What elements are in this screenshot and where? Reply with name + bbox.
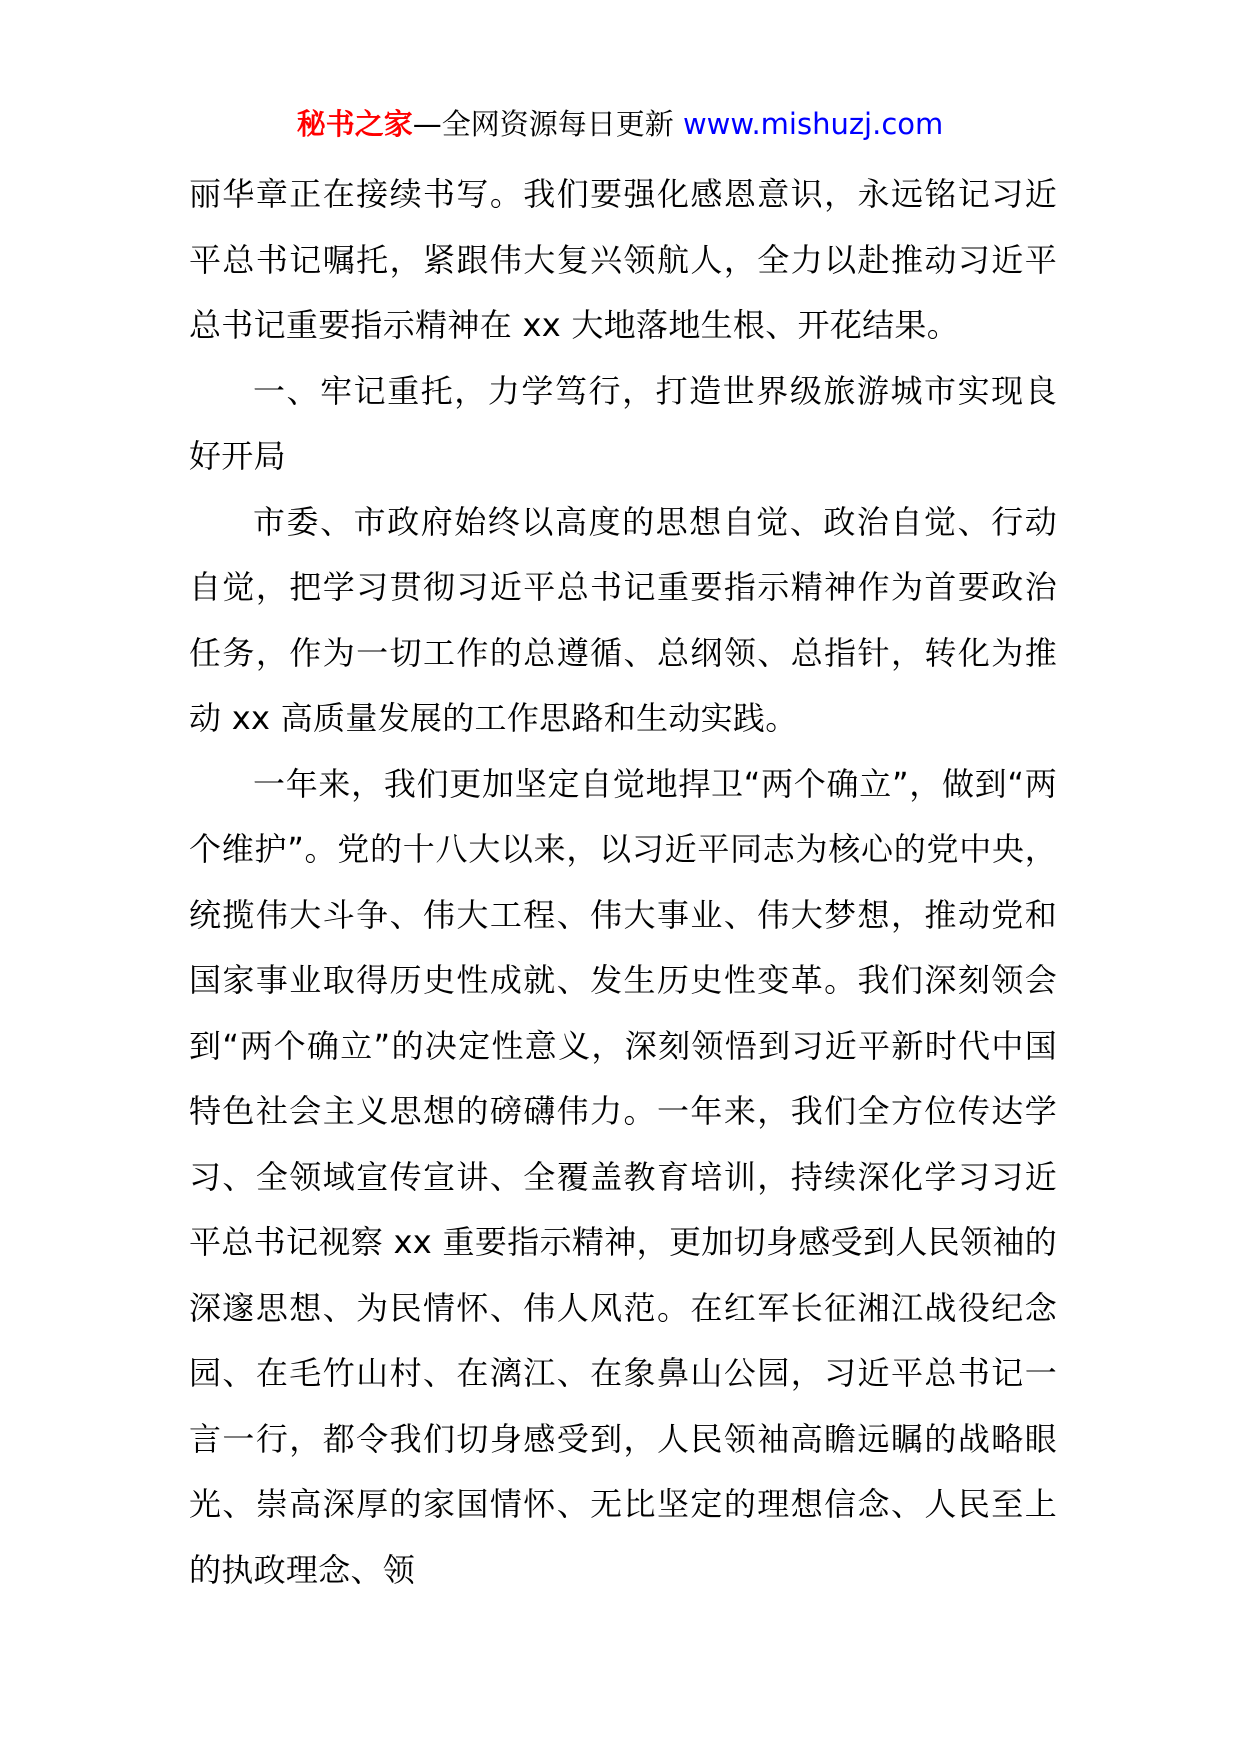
section-heading: 一、牢记重托，力学笃行，打造世界级旅游城市实现良好开局 [189, 371, 1057, 475]
paragraph: 市委、市政府始终以高度的思想自觉、政治自觉、行动自觉，把学习贯彻习近平总书记重要指示精神作为首要政治任务，作为一切工作的总遵循、总纲领、总指针，转化为推动 xx 高质量发展的工作思路和生动实践。 [189, 502, 1057, 737]
site-url-link[interactable]: www.mishuzj.com [682, 107, 944, 141]
document-body [189, 162, 1057, 1603]
paragraph-continuation: 丽华章正在接续书写。我们要强化感恩意识，永远铭记习近平总书记嘱托，紧跟伟大复兴领航人，全力以赴推动习近平总书记重要指示精神在 xx 大地落地生根、开花结果。 [189, 175, 1057, 344]
paragraph: 一年来，我们更加坚定自觉地捍卫“两个确立”，做到“两个维护”。党的十八大以来，以习近平同志为核心的党中央，统揽伟大斗争、伟大工程、伟大事业、伟大梦想，推动党和国家事业取得历史性成就、发生历史性变革。我们深刻领会到“两个确立”的决定性意义，深刻领悟到习近平新时代中国特色社会主义思想的磅礴伟力。一年来，我们全方位传达学习、全领域宣传宣讲、全覆盖教育培训，持续深化学习习近平总书记视察 xx 重要指示精神，更加切身感受到人民领袖的深邃思想、为民情怀、伟人风范。在红军长征湘江战役纪念园、在毛竹山村、在漓江、在象鼻山公园，习近平总书记一言一行，都令我们切身感受到，人民领袖高瞻远瞩的战略眼光、崇高深厚的家国情怀、无比坚定的理想信念、人民至上的执政理念、领 [189, 764, 1057, 1589]
page-header [0, 104, 1240, 144]
header-tagline: —全网资源每日更新 [412, 107, 674, 141]
brand-name: 秘书之家 [296, 107, 413, 141]
